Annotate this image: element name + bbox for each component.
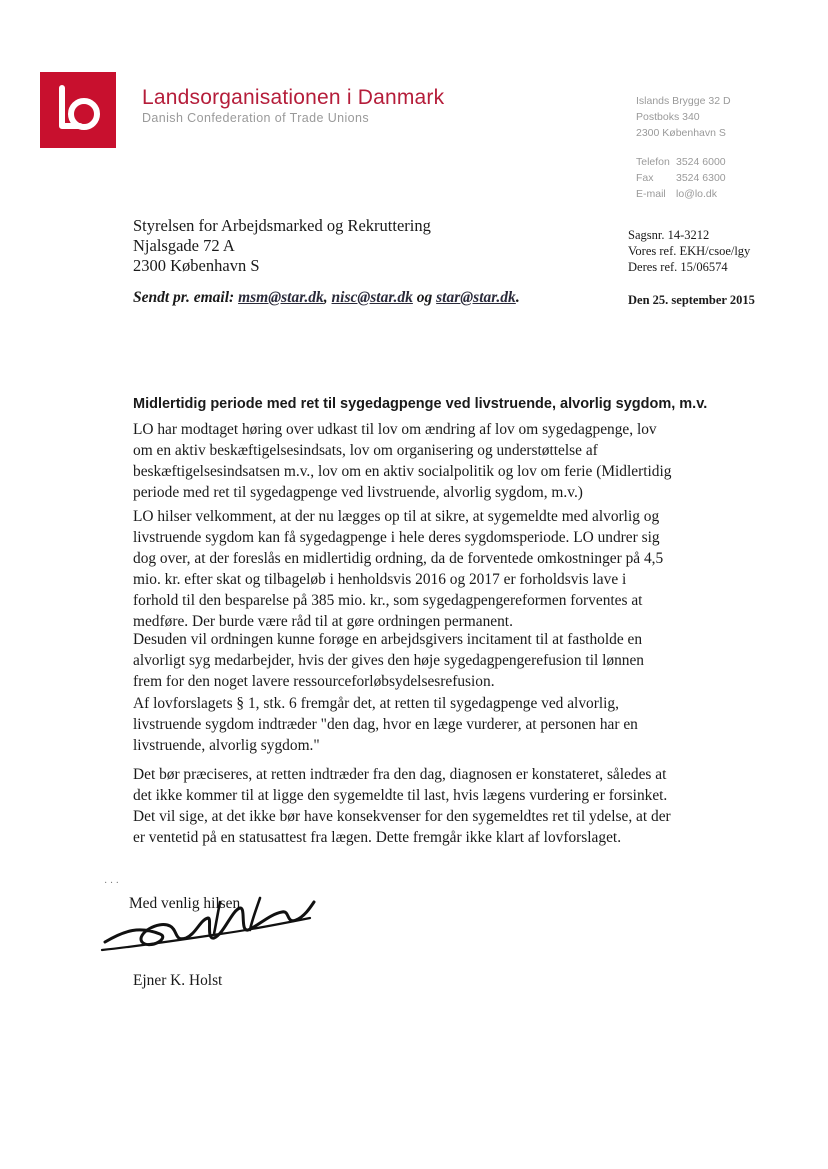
your-reference: Deres ref. 15/06574: [628, 260, 728, 274]
org-name: Landsorganisationen i Danmark: [142, 86, 445, 109]
sender-city: 2300 København S: [636, 127, 726, 139]
email-link-star[interactable]: star@star.dk: [436, 289, 516, 306]
letter-subject: Midlertidig periode med ret til sygedagpenge ved livstruende, alvorlig sygdom, m.v.: [133, 396, 708, 412]
fax-label: Fax: [636, 172, 654, 184]
email-link-nisc[interactable]: nisc@star.dk: [331, 289, 413, 306]
sent-by-email-line: [133, 289, 520, 307]
org-subtitle: Danish Confederation of Trade Unions: [142, 111, 370, 125]
sender-address: [636, 93, 731, 141]
sender-pobox: Postboks 340: [636, 111, 700, 123]
case-number: Sagsnr. 14-3212: [628, 228, 710, 242]
email-label: E-mail: [636, 188, 666, 200]
reference-block: [628, 227, 750, 275]
fax-row: [636, 170, 726, 186]
scan-mark: · · ·: [104, 878, 119, 889]
recipient-address: [133, 216, 431, 276]
lo-logo: [40, 72, 116, 148]
closing-salutation: Med venlig hilsen: [129, 895, 241, 912]
letter-date: Den 25. september 2015: [628, 293, 755, 307]
body-paragraph-4: Af lovforslagets § 1, stk. 6 fremgår det, at retten til sygedagpenge ved alvorlig, livstruende sygdom indtræder "den dag, hvor en læge vurderer, at personen har en livstruende, alvorlig sygdom.": [133, 695, 638, 754]
body-paragraph-1: LO har modtaget høring over udkast til lov om ændring af lov om sygedagpenge, lov om en aktiv beskæftigelsesindsats, lov om organisering og understøttelse af beskæftigelsesindsatsen m.v., lov om en aktiv socialpolitik og lov om ferie (Midlertidig periode med ret til sygedagpenge ved livstruende, alvorlig sygdom, m.v.): [133, 421, 672, 501]
phone-value: 3524 6000: [676, 156, 726, 168]
phone-label: Telefon: [636, 156, 670, 168]
recipient-line3: 2300 København S: [133, 256, 260, 275]
handwritten-signature: [100, 890, 320, 965]
sender-street: Islands Brygge 32 D: [636, 95, 731, 107]
fax-value: 3524 6300: [676, 172, 726, 184]
recipient-line1: Styrelsen for Arbejdsmarked og Rekruttering: [133, 216, 431, 235]
email-row: [636, 186, 726, 202]
body-paragraph-3: Desuden vil ordningen kunne forøge en arbejdsgivers incitament til at fastholde en alvorligt syg medarbejder, hvis der gives den høje sygedagpengerefusion til lønnen frem for den noget lavere ressourceforløbsydelsesrefusion.: [133, 631, 644, 690]
body-paragraph-2: LO hilser velkomment, at der nu lægges op til at sikre, at sygemeldte med alvorlig og livstruende sygdom kan få sygedagpenge i hele deres sygdomsperiode. LO undrer sig dog over, at der foreslås en midlertidig ordning, da de forventede omkostninger på 4,5 mio. kr. efter skat og tilbageløb i henholdsvis 2016 og 2017 er forholdsvis lave i forhold til den besparelse på 385 mio. kr., som sygedagpengereformen forventes at medføre. Der burde være råd til at gøre ordningen permanent.: [133, 508, 664, 630]
recipient-line2: Njalsgade 72 A: [133, 236, 235, 255]
our-reference: Vores ref. EKH/csoe/lgy: [628, 244, 751, 258]
email-and: og: [416, 289, 433, 306]
signer-name: Ejner K. Holst: [133, 972, 223, 989]
lo-logo-icon: [40, 72, 116, 148]
email-separator: ,: [323, 289, 328, 306]
email-value[interactable]: lo@lo.dk: [676, 188, 718, 200]
email-link-msm[interactable]: msm@star.dk: [238, 289, 324, 306]
sender-contact: [636, 154, 726, 202]
body-paragraph-5: Det bør præciseres, at retten indtræder fra den dag, diagnosen er konstateret, således at det ikke kommer til at ligge den sygemeldte til last, hvis lægens vurdering er forsinket. Det vil sige, at det ikke bør have konsekvenser for den sygemeldtes ret til ydelse, at der er ventetid på en statusattest fra lægen. Dette fremgår ikke klart af lovforslaget.: [133, 766, 671, 846]
email-end: .: [515, 289, 520, 306]
email-prefix: Sendt pr. email:: [133, 289, 235, 306]
phone-row: [636, 154, 726, 170]
